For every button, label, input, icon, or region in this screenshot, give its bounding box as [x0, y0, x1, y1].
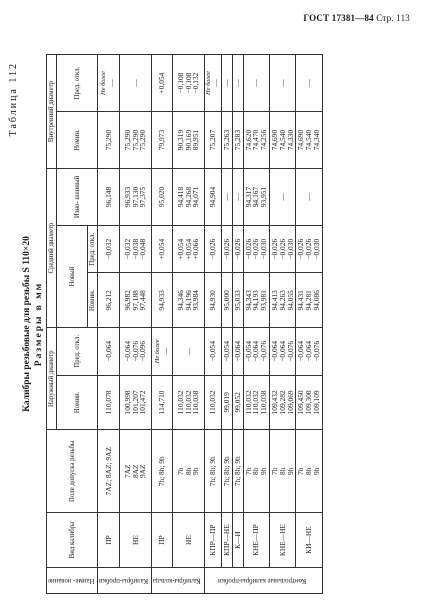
cell-inner-dev: +0,054	[152, 55, 173, 112]
cell-field: 7h; 8h; 9h	[152, 430, 173, 513]
cell-outer-nom: 110,032 110,032 110,038	[173, 375, 205, 430]
col-header-field: Поле допуска резьбы	[47, 430, 98, 513]
table-row	[173, 55, 205, 594]
cell-field: 7h; 8h; 9h	[204, 430, 221, 513]
gauge-type-cell: ПР	[98, 513, 120, 568]
cell-inner-nom: 74,620 74,470 74,256	[243, 112, 269, 169]
cell-inner-nom: 90,319 90,169 89,951	[173, 112, 205, 169]
outer-dev-header: Пред. откл.	[57, 328, 98, 375]
cell-outer-dev: Не более —	[152, 328, 173, 375]
cell-inner-nom: 74,690 74,540 74,330	[270, 112, 296, 169]
gauge-table	[46, 54, 323, 594]
table-row	[119, 55, 151, 594]
col-header-middle: Средний диаметр	[47, 169, 57, 328]
gauge-type-cell: ПР	[152, 513, 173, 568]
cell-mid-nom: 94,413 94,263 94,055	[270, 273, 296, 328]
not-more-note: Не более	[204, 71, 212, 95]
gauge-type-cell: КПР—ПР	[204, 513, 221, 568]
cell-outer-dev: −0,064	[232, 328, 243, 375]
cell-inner-nom: 75,207	[204, 112, 221, 169]
cell-worn: 94,418 94,268 94,071	[173, 169, 205, 226]
middle-dev-header: Пред. откл.	[88, 226, 98, 273]
cell-mid-nom: 94,431 94,281 94,086	[296, 273, 322, 328]
cell-worn: —	[270, 169, 296, 226]
cell-mid-dev: −0,026	[204, 226, 221, 273]
cell-mid-dev: −0,032	[98, 226, 120, 273]
cell-inner-dev: Не более —	[98, 55, 120, 112]
cell-inner-dev: —	[270, 55, 296, 112]
cell-mid-dev: +0,054	[152, 226, 173, 273]
cell-mid-dev: −0,026 −0,026 −0,030	[296, 226, 322, 273]
cell-inner-dev: —	[119, 55, 151, 112]
cell-mid-dev: +0,054 +0,054 +0,066	[173, 226, 205, 273]
cell-field: 7h; 8h; 9h	[232, 430, 243, 513]
page-header	[303, 13, 410, 23]
cell-worn: —	[296, 169, 322, 226]
not-more-note: Не более	[154, 339, 161, 364]
gauge-type-cell: КНЕ—ПР	[243, 513, 269, 568]
cell-inner-nom: 75,290 75,290 75,290	[119, 112, 151, 169]
cell-outer-dev: −0,064 −0,064 −0,076	[270, 328, 296, 375]
cell-outer-dev: −0,054 −0,064 −0,076	[243, 328, 269, 375]
table-row	[152, 55, 173, 594]
middle-new-header: Новый	[57, 226, 88, 328]
cell-inner-nom: 79,973	[152, 112, 173, 169]
cell-mid-dev: −0,026	[232, 226, 243, 273]
cell-outer-nom: 99,019	[222, 375, 233, 430]
cell-mid-dev: −0,026	[222, 226, 233, 273]
cell-outer-dev: −0,054	[222, 328, 233, 375]
col-header-outer: Наружный диаметр	[47, 328, 57, 430]
group-label-ring: Калибры-кольца	[152, 567, 204, 593]
cell-worn: —	[232, 169, 243, 226]
table-row	[270, 55, 296, 594]
cell-mid-dev: −0,026 −0,026 −0,030	[243, 226, 269, 273]
cell-inner-dev: —	[296, 55, 322, 112]
cell-mid-nom: 95,033	[232, 273, 243, 328]
cell-mid-nom: 94,346 94,196 93,984	[173, 273, 205, 328]
cell-outer-nom: 110,032	[204, 375, 221, 430]
gauge-type-cell: НЕ	[173, 513, 205, 568]
cell-field: 7h; 8h; 9h	[222, 430, 233, 513]
cell-outer-dev: −0,054	[204, 328, 221, 375]
cell-mid-nom: 96,212	[98, 273, 120, 328]
middle-worn-header: Изно- шенный	[57, 169, 98, 226]
cell-field: 7h 8h 9h	[243, 430, 269, 513]
table-row	[98, 55, 120, 594]
cell-outer-dev: —	[173, 328, 205, 375]
gauge-type-cell: КНЕ—НЕ	[270, 513, 296, 568]
table-number: Таблица 112	[8, 62, 19, 137]
rotated-page-content	[0, 44, 424, 604]
cell-field: 7h 8h 9h	[296, 430, 322, 513]
cell-outer-nom: 110,032 110,032 110,038	[243, 375, 269, 430]
cell-outer-dev: −0,064 −0,064 −0,076	[296, 328, 322, 375]
table-row	[296, 55, 322, 594]
cell-mid-nom: 94,933	[152, 273, 173, 328]
cell-mid-nom: 96,982 97,188 97,448	[119, 273, 151, 328]
cell-mid-nom: 95,000	[222, 273, 233, 328]
gauge-type-cell: КПР—НЕ	[222, 513, 233, 568]
cell-field: 7h 8h 9h	[270, 430, 296, 513]
table-row	[204, 55, 221, 594]
col-header-inner: Внутренний диаметр	[47, 55, 57, 169]
cell-inner-nom: 75,290	[98, 112, 120, 169]
cell-outer-nom: 99,052	[232, 375, 243, 430]
cell-field: 7AZ 8AZ 9AZ	[119, 430, 151, 513]
cell-worn: 96,148	[98, 169, 120, 226]
cell-mid-dev: −0,032 −0,038 −0,048	[119, 226, 151, 273]
cell-outer-dev: −0,064	[98, 328, 120, 375]
cell-inner-dev: —	[243, 55, 269, 112]
cell-outer-dev: −0,064 −0,076 −0,096	[119, 328, 151, 375]
table-row	[232, 55, 243, 594]
inner-nom-header: Номин.	[57, 112, 98, 169]
table-title: Калибры резьбовые для резьбы S 110×20	[22, 236, 32, 412]
cell-inner-nom: 74,690 74,540 74,340	[296, 112, 322, 169]
gost-number: ГОСТ 17381—84	[303, 13, 374, 23]
gauge-type-cell: НЕ	[119, 513, 151, 568]
cell-worn: 96,933 97,130 97,375	[119, 169, 151, 226]
cell-inner-dev: —	[222, 55, 233, 112]
cell-worn: 94,317 94,167 93,951	[243, 169, 269, 226]
table-row	[222, 55, 233, 594]
cell-field: 7AZ; 8AZ; 9AZ	[98, 430, 120, 513]
group-label-plug: Калибры-пробки	[98, 567, 152, 593]
cell-outer-nom: 109,450 109,300 109,109	[296, 375, 322, 430]
cell-outer-nom: 114,710	[152, 375, 173, 430]
not-more-note: Не более	[100, 71, 108, 95]
middle-nom-header: Номин.	[88, 273, 98, 328]
cell-mid-dev: −0,026 −0,026 −0,030	[270, 226, 296, 273]
outer-nom-header: Номин.	[57, 375, 98, 430]
table-row	[243, 55, 269, 594]
cell-worn: —	[222, 169, 233, 226]
cell-inner-dev: −0,108 −0,108 −0,132	[173, 55, 205, 112]
col-header-type: Вид калибра	[47, 513, 98, 568]
cell-worn: 95,020	[152, 169, 173, 226]
cell-inner-dev: Не более —	[204, 55, 221, 112]
table-subtitle: Размеры в мм	[34, 281, 44, 367]
cell-mid-nom: 94,343 94,193 93,981	[243, 273, 269, 328]
gauge-type-cell: КИ—НЕ	[296, 513, 322, 568]
cell-field: 7h 8h 9h	[173, 430, 205, 513]
col-header-name: Наиме- нование	[47, 567, 98, 593]
cell-worn: 94,904	[204, 169, 221, 226]
cell-outer-nom: 110,078	[98, 375, 120, 430]
cell-inner-nom: 75,283	[232, 112, 243, 169]
cell-inner-dev: —	[232, 55, 243, 112]
cell-mid-nom: 94,930	[204, 273, 221, 328]
gauge-type-cell: К—И	[232, 513, 243, 568]
cell-inner-nom: 75,263	[222, 112, 233, 169]
cell-outer-nom: 100,998 101,207 101,472	[119, 375, 151, 430]
inner-dev-header: Пред. откл.	[57, 55, 98, 112]
page-number: Стр. 113	[376, 13, 410, 23]
cell-outer-nom: 109,432 109,282 109,069	[270, 375, 296, 430]
group-label-control: Контрольные калибры-пробки	[204, 567, 322, 593]
